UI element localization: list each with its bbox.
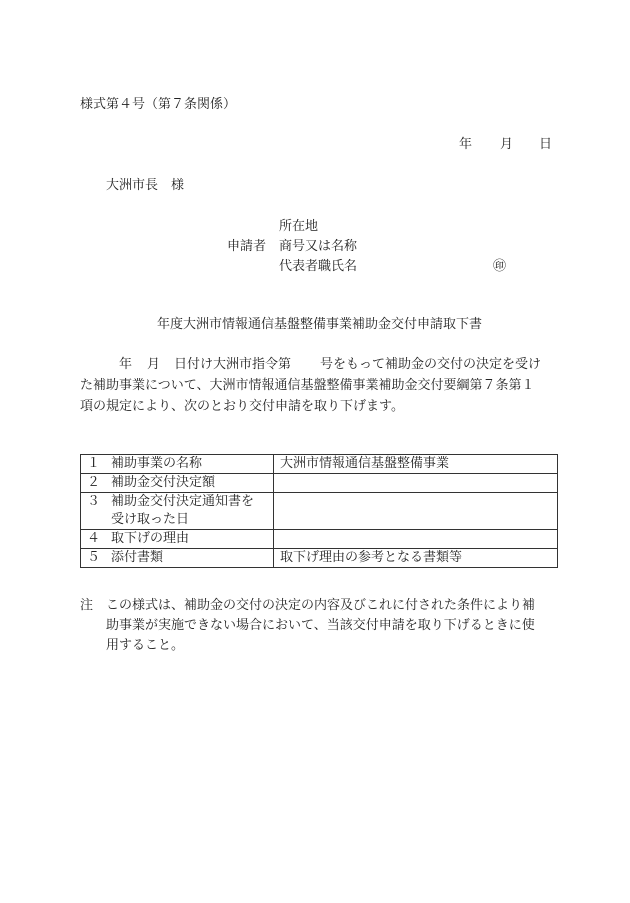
item-number: １ bbox=[87, 456, 101, 471]
table-row bbox=[81, 549, 558, 568]
seal-mark: ㊞ bbox=[493, 259, 507, 274]
table-row bbox=[81, 493, 558, 530]
items-table bbox=[80, 454, 558, 568]
item-label: 補助事業の名称 bbox=[111, 456, 203, 471]
note-line-3: 用すること。 bbox=[106, 638, 185, 653]
date-day: 日 bbox=[539, 137, 553, 152]
address-label: 所在地 bbox=[279, 219, 319, 234]
item-value bbox=[274, 530, 558, 549]
note-mark: 注 bbox=[80, 598, 94, 613]
item-value: 取下げ理由の参考となる書類等 bbox=[274, 549, 558, 568]
name-label: 商号又は名称 bbox=[279, 239, 358, 254]
item-number: ４ bbox=[87, 531, 101, 546]
item-label: 補助金交付決定通知書を bbox=[111, 494, 255, 509]
body-month: 月 bbox=[147, 357, 161, 372]
note-line-2: 助事業が実施できない場合において、当該交付申請を取り下げるときに使 bbox=[106, 618, 535, 633]
item-label: 補助金交付決定額 bbox=[111, 475, 216, 490]
item-label: 添付書類 bbox=[111, 550, 164, 565]
table-row bbox=[81, 474, 558, 493]
form-number: 様式第４号（第７条関係） bbox=[80, 97, 237, 112]
item-number: ５ bbox=[87, 550, 101, 565]
body-text-1: 日付け大洲市指令第 bbox=[174, 357, 292, 372]
body-number: 号をもって補助金の交付の決定を受け bbox=[320, 357, 542, 372]
body-line-3: 項の規定により、次のとおり交付申請を取り下げます。 bbox=[80, 399, 404, 414]
body-year: 年 bbox=[119, 357, 133, 372]
addressee: 大洲市長 様 bbox=[106, 178, 185, 193]
note-line-1: この様式は、補助金の交付の決定の内容及びこれに付された条件により補 bbox=[106, 598, 536, 613]
table-row bbox=[81, 530, 558, 549]
item-number: ２ bbox=[87, 475, 101, 490]
item-value bbox=[274, 474, 558, 493]
body-line-2: た補助事業について、大洲市情報通信基盤整備事業補助金交付要綱第７条第１ bbox=[80, 378, 535, 393]
item-number: ３ bbox=[87, 494, 101, 509]
date-year: 年 bbox=[459, 137, 473, 152]
table-row bbox=[81, 455, 558, 474]
applicant-label: 申請者 bbox=[227, 239, 267, 254]
representative-label: 代表者職氏名 bbox=[279, 259, 358, 274]
item-value bbox=[274, 493, 558, 530]
item-label: 取下げの理由 bbox=[111, 531, 190, 546]
item-label-continued: 受け取った日 bbox=[111, 512, 190, 527]
document-title: 年度大洲市情報通信基盤整備事業補助金交付申請取下書 bbox=[157, 317, 483, 332]
date-month: 月 bbox=[500, 137, 514, 152]
item-value: 大洲市情報通信基盤整備事業 bbox=[274, 455, 558, 474]
